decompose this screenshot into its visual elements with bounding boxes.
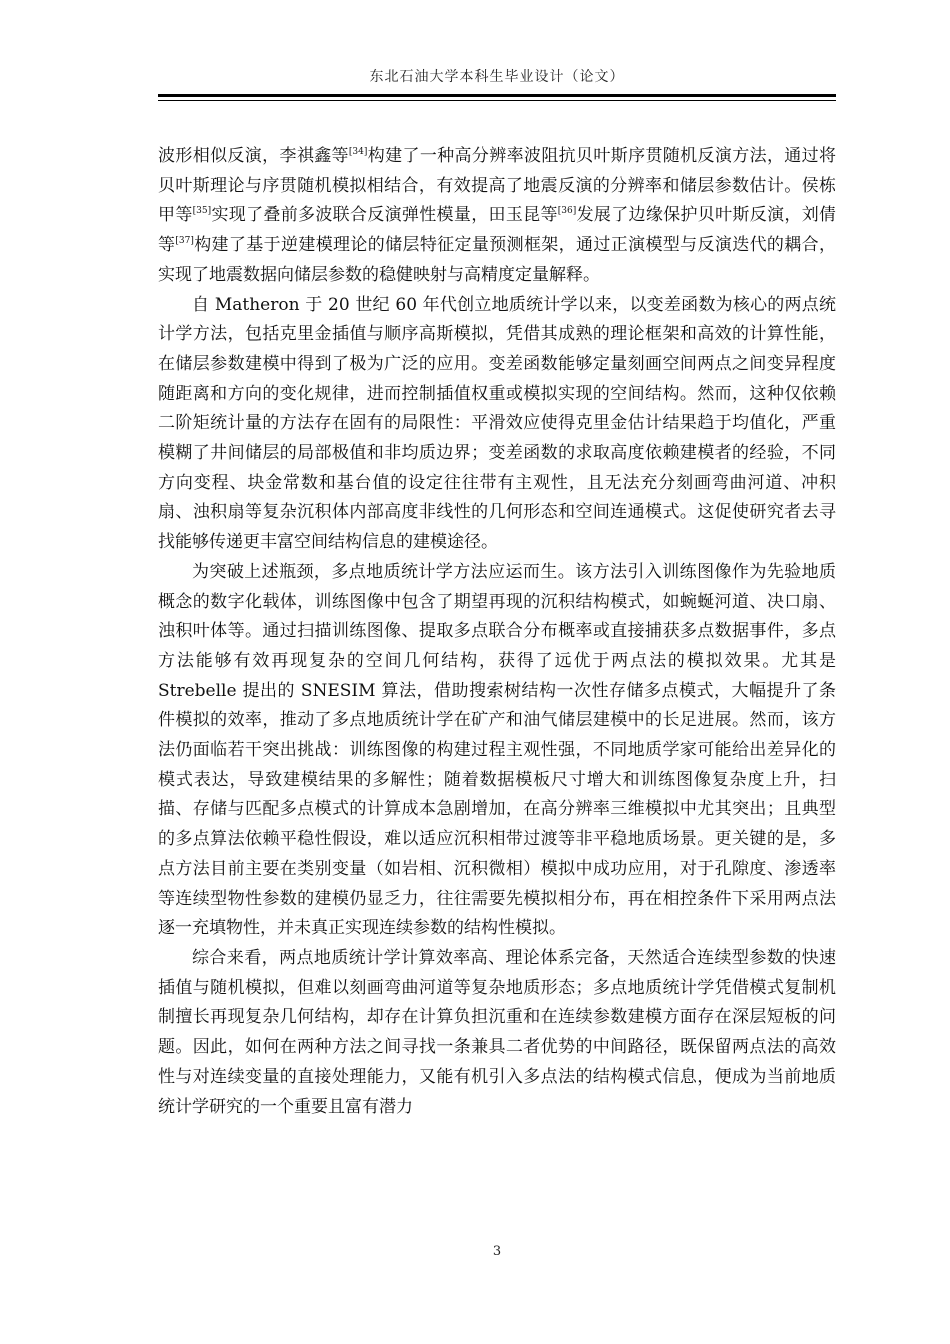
citation-ref: [34] xyxy=(348,147,368,157)
header-rule-thick xyxy=(158,94,836,97)
paragraph xyxy=(158,291,836,558)
header-rule-thin xyxy=(158,100,836,101)
page-number: 3 xyxy=(492,1244,502,1259)
citation-ref: [35] xyxy=(192,206,212,217)
running-header: 东北石油大学本科生毕业设计（论文） xyxy=(369,69,625,85)
text-run: 构建了基于逆建模理论的储层特征定量预测框架，通过正演模型与反演迭代的耦合，实现了地震数据向储层参数的稳健映射与高精度定量解释。 xyxy=(158,235,837,285)
citation-ref: [36] xyxy=(557,206,577,217)
citation-ref: [37] xyxy=(175,236,194,247)
paragraph xyxy=(158,142,836,291)
text-run: 为突破上述瓶颈，多点地质统计学方法应运而生。该方法引入训练图像作为先验地质概念的数字化载体，训练图像中包含了期望再现的沉积结构模式，如蜿蜒河道、决口扇、浊积叶体等。通过扫描训练图像、提取多点联合分布概率或直接捕获多点数据事件，多点方法能够有效再现复杂的空间几何结构，获得了远优于两点法的模拟效果。尤其是 Strebelle 提出的 SNESIM 算法，借助搜索树结构一次性存储多点模式，大幅提升了条件模拟的效率，推动了多点地质统计学在矿产和油气储层建模中的长足进展。然而，该方法仍面临若干突出挑战：训练图像的构建过程主观性强，不同地质学家可能给出差异化的模式表达，导致建模结果的多解性；随着数据模板尺寸增大和训练图像复杂度上升，扫描、存储与匹配多点模式的计算成本急剧增加，在高分辨率三维模拟中尤其突出；且典型的多点算法依赖平稳性假设，难以适应沉积相带过渡等非平稳地质场景。更关键的是，多点方法目前主要在类别变量（如岩相、沉积微相）模拟中成功应用，对于孔隙度、渗透率等连续型物性参数的建模仍显乏力，往往需要先模拟相分布，再在相控条件下采用两点法逐一充填物性，并未真正实现连续参数的结构性模拟。 xyxy=(158,561,836,939)
paragraph xyxy=(158,558,836,944)
text-run: 波形相似反演，李祺鑫等 xyxy=(158,146,349,166)
text-run: 构建了一种高分辨率波阻抗贝叶斯序贯随机反演方法，通过将贝叶斯理论与序贯随机模拟相结合，有效提高了地震反演的分辨率和储层参数估计。侯栋甲等 xyxy=(158,146,837,226)
text-run: 综合来看，两点地质统计学计算效率高、理论体系完备，天然适合连续型参数的快速插值与随机模拟，但难以刻画弯曲河道等复杂地质形态；多点地质统计学凭借模式复制机制擅长再现复杂几何结构，却存在计算负担沉重和在连续参数建模方面存在深层短板的问题。因此，如何在两种方法之间寻找一条兼具二者优势的中间路径，既保留两点法的高效性与对连续变量的直接处理能力，又能有机引入多点法的结构模式信息，便成为当前地质统计学研究的一个重要且富有潜力 xyxy=(158,947,836,1117)
text-run: 发展了边缘保护贝叶斯反演，刘倩等 xyxy=(158,205,837,256)
paragraph xyxy=(158,944,836,1122)
body-text xyxy=(158,142,836,1122)
text-run: 自 Matheron 于 20 世纪 60 年代创立地质统计学以来，以变差函数为核心的两点统计学方法，包括克里金插值与顺序高斯模拟，凭借其成熟的理论框架和高效的计算性能，在储层参数建模中得到了极为广泛的应用。变差函数能够定量刻画空间两点之间变异程度随距离和方向的变化规律，进而控制插值权重或模拟实现的空间结构。然而，这种仅依赖二阶矩统计量的方法存在固有的局限性：平滑效应使得克里金估计结果趋于均值化，严重模糊了井间储层的局部极值和非均质边界；变差函数的求取高度依赖建模者的经验，不同方向变程、块金常数和基台值的设定往往带有主观性，且无法充分刻画弯曲河道、冲积扇、浊积扇等复杂沉积体内部高度非线性的几何形态和空间连通模式。这促使研究者去寻找能够传递更丰富空间结构信息的建模途径。 xyxy=(158,294,836,553)
text-run: 实现了叠前多波联合反演弹性模量，田玉昆等 xyxy=(211,205,558,226)
